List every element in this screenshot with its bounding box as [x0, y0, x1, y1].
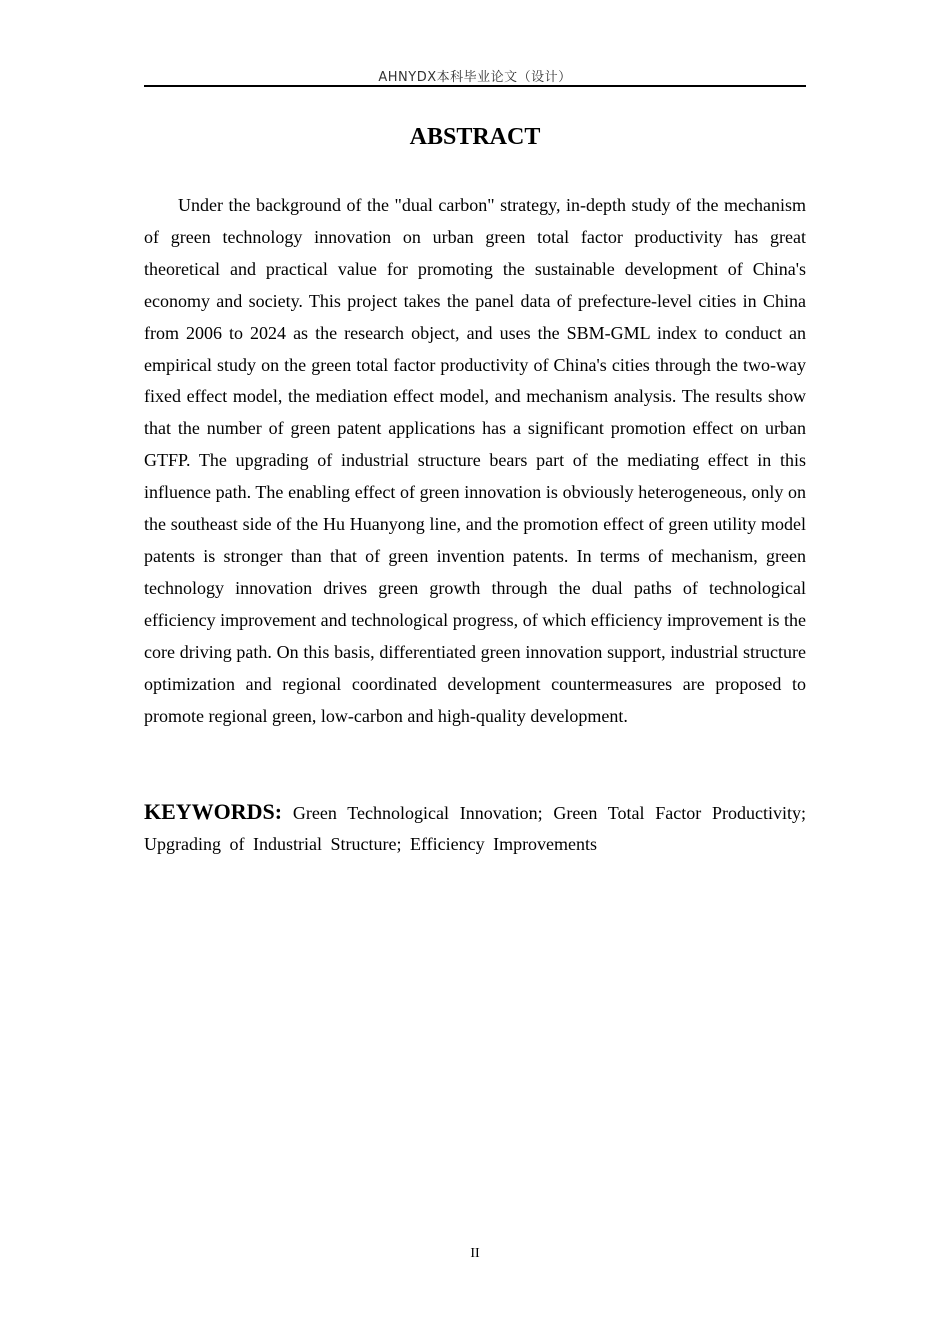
- keywords-paragraph: [144, 796, 806, 860]
- running-header: AHNYDX本科毕业论文（设计）: [378, 70, 572, 85]
- abstract-body: Under the background of the "dual carbon" strategy, in-depth study of the mechanism of green technology innovation on urban green total factor productivity has great theoretical and practical value for promoting the sustainable development of China's economy and society. This project takes the panel data of prefecture-level cities in China from 2006 to 2024 as the research object, and uses the SBM-GML index to conduct an empirical study on the green total factor productivity of China's cities through the two-way fixed effect model, the mediation effect model, and mechanism analysis. The results show that the number of green patent applications has a significant promotion effect on urban GTFP. The upgrading of industrial structure bears part of the mediating effect in this influence path. The enabling effect of green innovation is obviously heterogeneous, only on the southeast side of the Hu Huanyong line, and the promotion effect of green utility model patents is stronger than that of green invention patents. In terms of mechanism, green technology innovation drives green growth through the dual paths of technological efficiency improvement and technological progress, of which efficiency improvement is the core driving path. On this basis, differentiated green innovation support, industrial structure optimization and regional coordinated development countermeasures are proposed to promote regional green, low-carbon and high-quality development.: [144, 195, 806, 726]
- page-number: II: [470, 1246, 480, 1261]
- header-rule: [144, 85, 806, 87]
- keywords-label: KEYWORDS:: [144, 799, 283, 824]
- abstract-heading: ABSTRACT: [409, 124, 541, 150]
- keywords-text: Green Technological Innovation; Green Total Factor Productivity; Upgrading of Industrial Structure; Efficiency Improvements: [144, 803, 806, 854]
